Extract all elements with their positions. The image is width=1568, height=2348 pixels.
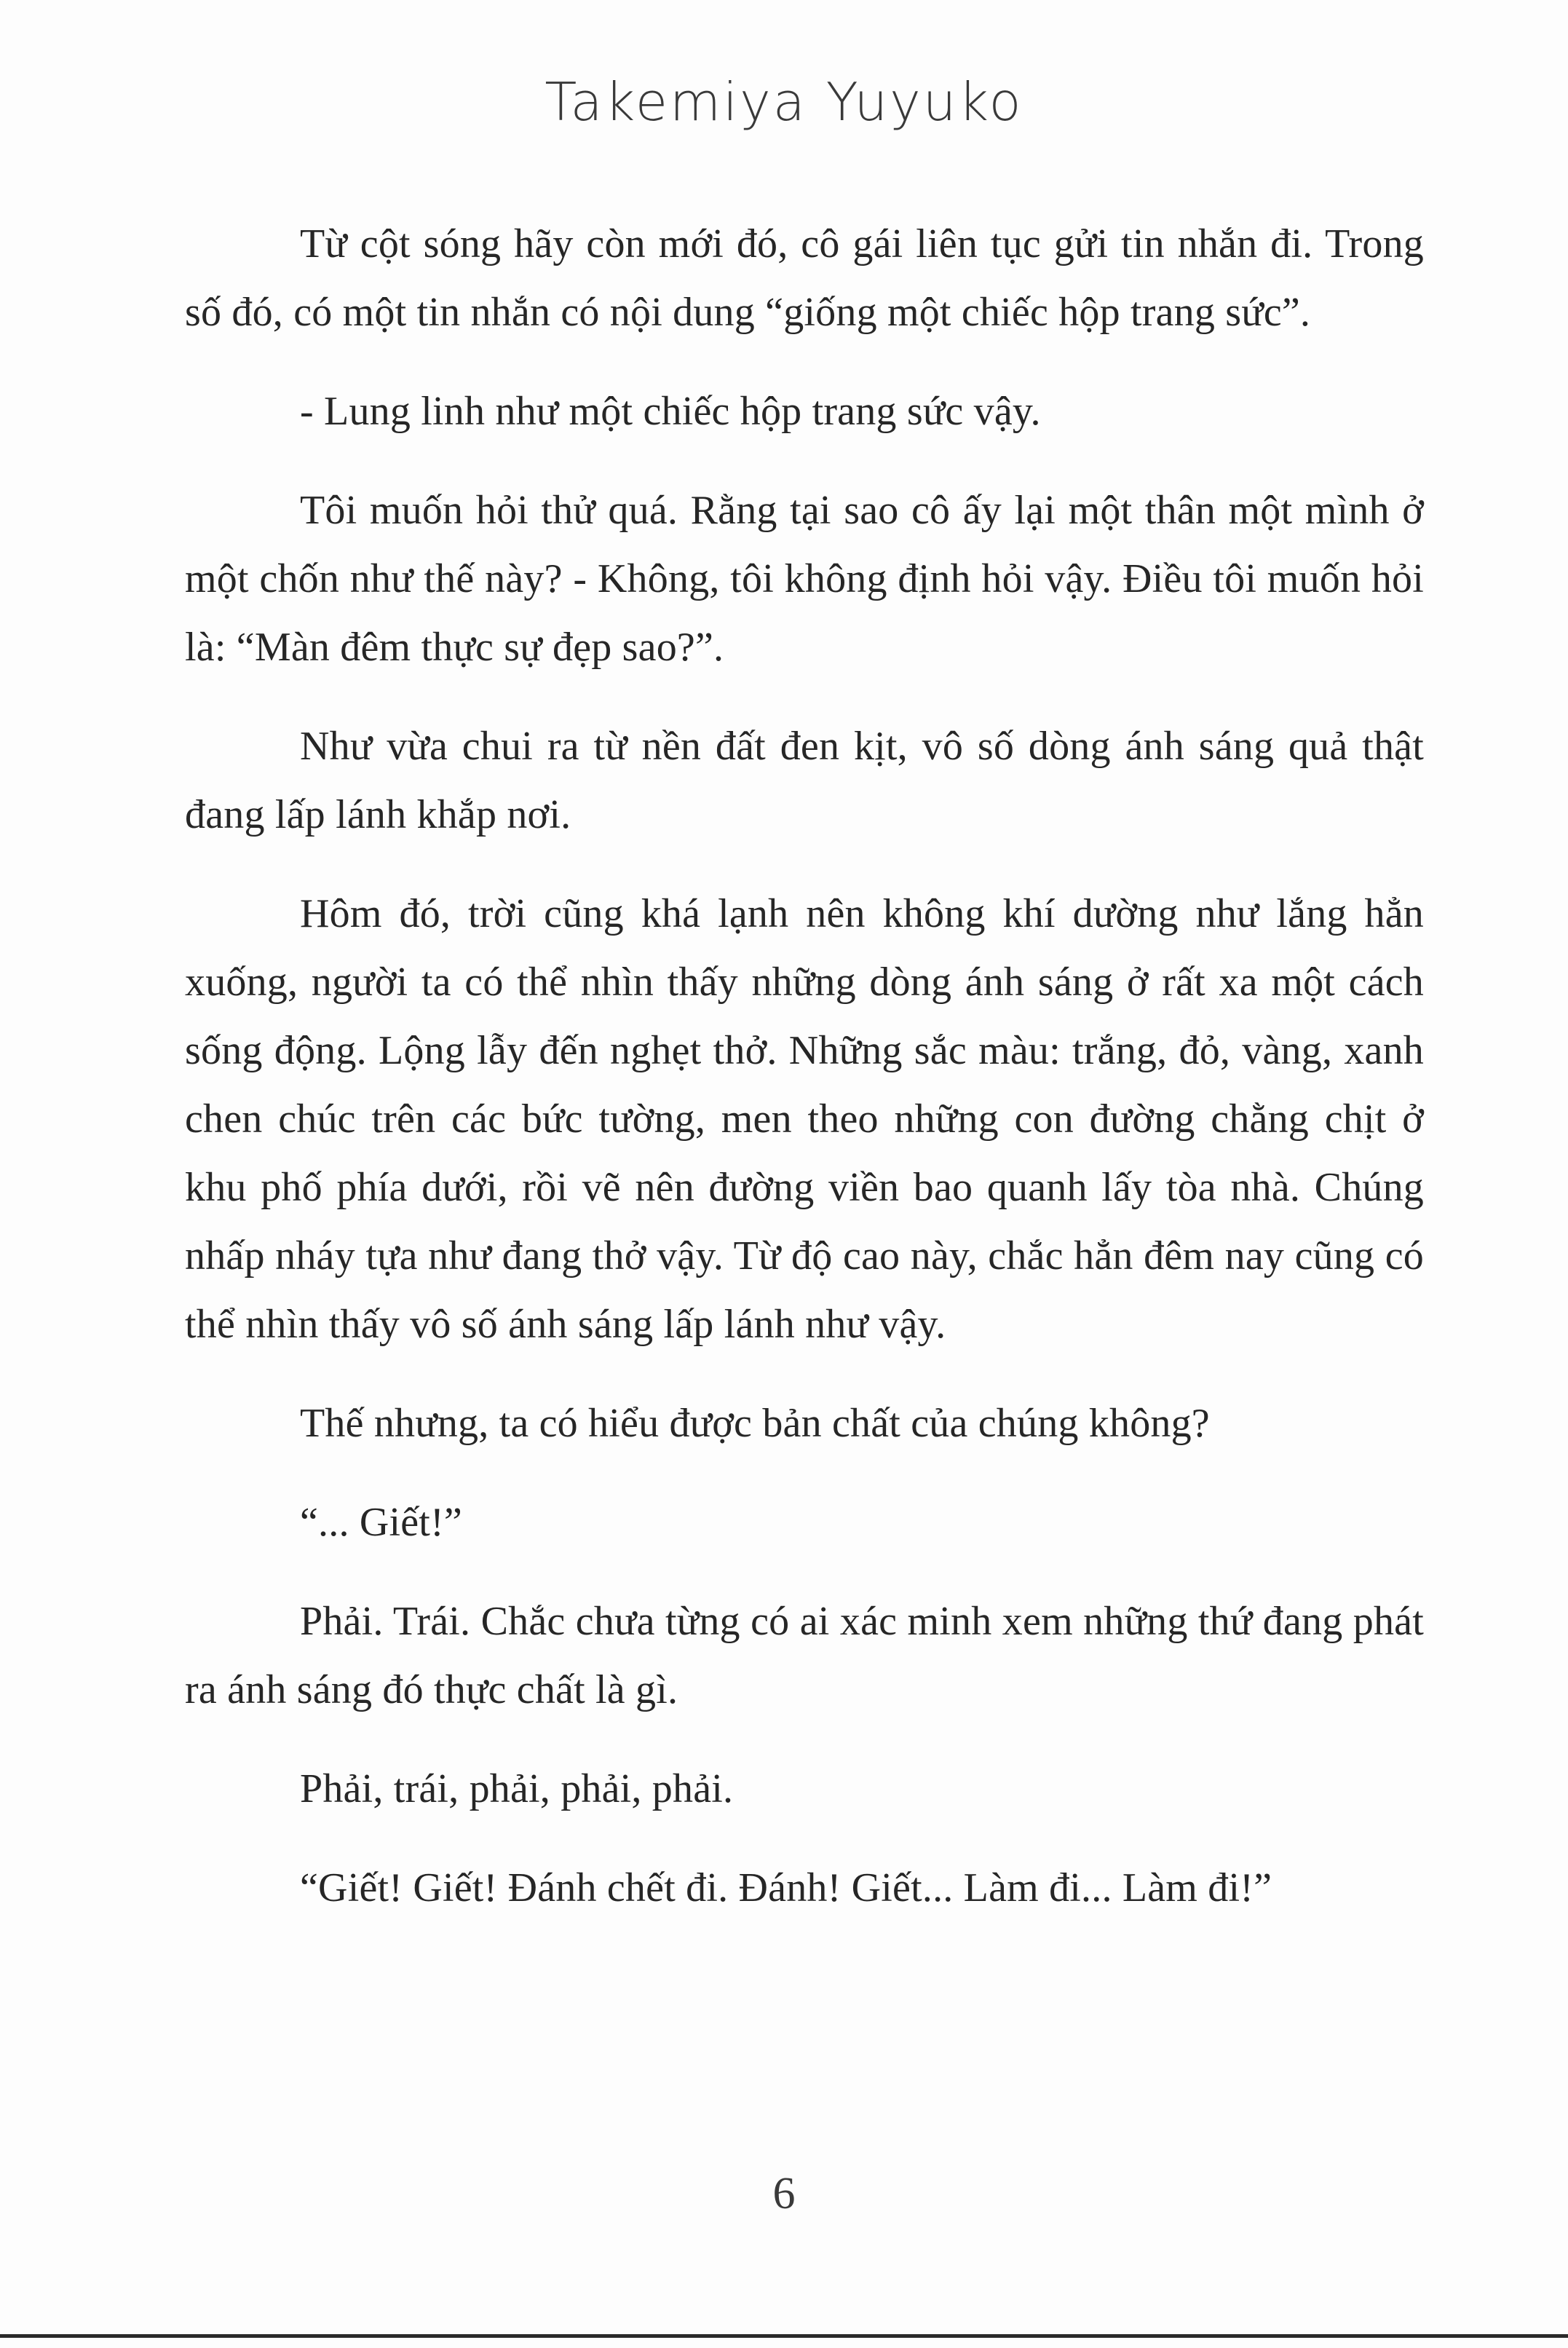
page-number: 6: [772, 2169, 796, 2218]
paragraph: Thế nhưng, ta có hiểu được bản chất của chúng không?: [300, 1401, 1210, 1446]
paragraph: “... Giết!”: [300, 1500, 462, 1545]
paragraph: “Giết! Giết! Đánh chết đi. Đánh! Giết... Làm đi... Làm đi!”: [300, 1865, 1272, 1910]
paragraph: - Lung linh như một chiếc hộp trang sức vậy.: [300, 389, 1041, 434]
running-header: Takemiya Yuyuko: [545, 71, 1023, 133]
paragraph: Phải, trái, phải, phải, phải.: [300, 1766, 734, 1811]
paragraph: Tôi muốn hỏi thử quá. Rằng tại sao cô ấy lại một thân một mình ở một chốn như thế này? - Không, tôi không định hỏi vậy. Điều tôi muốn hỏi là: “Màn đêm thực sự đẹp sao?”.: [185, 488, 1424, 670]
bottom-rule: [0, 2334, 1568, 2338]
paragraph: Hôm đó, trời cũng khá lạnh nên không khí dường như lắng hẳn xuống, người ta có thể nhìn thấy những dòng ánh sáng ở rất xa một cách sống động. Lộng lẫy đến nghẹt thở. Những sắc màu: trắng, đỏ, vàng, xanh chen chúc trên các bức tường, men theo những con đường chằng chịt ở khu phố phía dưới, rồi vẽ nên đường viền bao quanh lấy tòa nhà. Chúng nhấp nháy tựa như đang thở vậy. Từ độ cao này, chắc hẳn đêm nay cũng có thể nhìn thấy vô số ánh sáng lấp lánh như vậy.: [185, 891, 1424, 1347]
paragraph: Phải. Trái. Chắc chưa từng có ai xác minh xem những thứ đang phát ra ánh sáng đó thực chất là gì.: [185, 1599, 1424, 1712]
paragraph: Như vừa chui ra từ nền đất đen kịt, vô số dòng ánh sáng quả thật đang lấp lánh khắp nơi.: [185, 724, 1424, 837]
body-text: [185, 210, 1424, 1953]
paragraph: Từ cột sóng hãy còn mới đó, cô gái liên tục gửi tin nhắn đi. Trong số đó, có một tin nhắn có nội dung “giống một chiếc hộp trang sức”.: [185, 221, 1424, 335]
